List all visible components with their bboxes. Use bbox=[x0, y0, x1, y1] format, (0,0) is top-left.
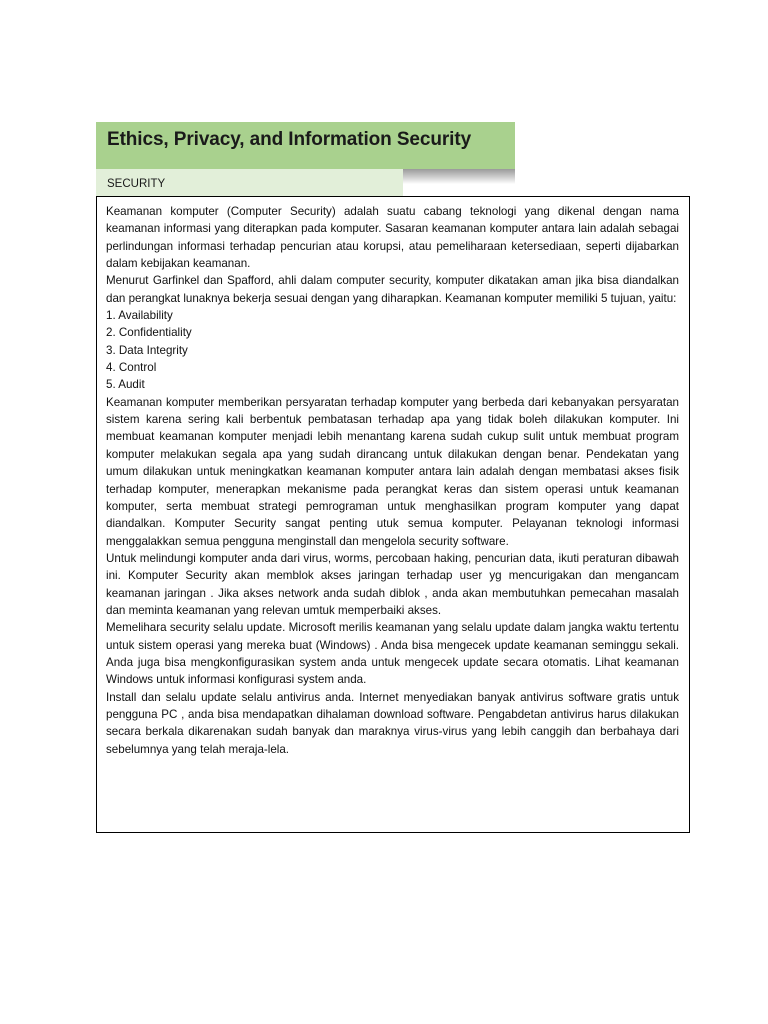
goal-list-item: 1. Availability bbox=[106, 309, 173, 323]
intro-paragraph: Keamanan komputer (Computer Security) adalah suatu cabang teknologi yang dikenal dengan nama keamanan informasi yang diterapkan pada komputer. Sasaran keamanan komputer antara lain adalah sebagai perlindungan informasi terhadap pencurian atau korupsi, atau pemeliharaan ketersediaan, seperti dijabarkan dalam kebijakan keamanan. bbox=[106, 205, 679, 271]
antivirus-paragraph: Install dan selalu update selalu antivirus anda. Internet menyediakan banyak antivirus software gratis untuk pengguna PC , anda bisa mendapatkan dihalaman download software. Pengabdetan antivirus harus dilakukan secara berkala dikarenakan sudah banyak dan maraknya virus-virus yang lebih canggih dan berbahaya dari sebelumnya yang telah meraja-lela. bbox=[106, 690, 679, 756]
section-label: SECURITY bbox=[107, 178, 166, 190]
update-paragraph: Memelihara security selalu update. Microsoft merilis keamanan yang selalu update dalam jangka waktu tertentu untuk sistem operasi yang mereka buat (Windows) . Anda bisa mengecek update keamanan seminggu sekali. Anda juga bisa mengkonfigurasikan system anda untuk mengecek update secara otomatis. Lihat keamanan Windows untuk informasi konfigurasi system anda. bbox=[106, 621, 679, 687]
content-box bbox=[96, 196, 690, 833]
protection-paragraph: Untuk melindungi komputer anda dari virus, worms, percobaan haking, pencurian data, ikuti peraturan dibawah ini. Komputer Security akan memblok akses jaringan terhadap user yg mencurigakan dan mengancam keamanan jaringan . Jika akses network anda sudah diblok , anda akan membutuhkan pemecahan masalah dan meminta keamanan yang relevan umtuk memperbaiki akses. bbox=[106, 551, 679, 617]
page-title: Ethics, Privacy, and Information Security bbox=[107, 129, 472, 150]
goal-list-item: 3. Data Integrity bbox=[106, 343, 188, 357]
section-label-tab bbox=[96, 169, 403, 196]
goal-list-item: 4. Control bbox=[106, 361, 157, 375]
definition-paragraph: Menurut Garfinkel dan Spafford, ahli dalam computer security, komputer dikatakan aman jika bisa diandalkan dan perangkat lunaknya bekerja sesuai dengan yang diharapkan. Keamanan komputer memiliki 5 tujuan, yaitu: bbox=[106, 274, 679, 305]
title-banner bbox=[96, 122, 515, 169]
requirements-paragraph: Keamanan komputer memberikan persyaratan terhadap komputer yang berbeda dari kebanyakan persyaratan sistem karena sering kali berbentuk pembatasan terhadap apa yang tidak boleh dilakukan komputer. Ini membuat keamanan komputer menjadi lebih menantang karena sudah cukup sulit untuk membuat program komputer melakukan segala apa yang sudah dirancang untuk dilakukan dengan benar. Pendekatan yang umum dilakukan untuk meningkatkan keamanan komputer antara lain adalah dengan membatasi akses fisik terhadap komputer, menerapkan mekanisme pada perangkat keras dan sistem operasi untuk keamanan komputer, serta membuat strategi pemrograman untuk menghasilkan program komputer yang dapat diandalkan. Komputer Security sangat penting utuk semua komputer. Pelayanan teknologi informasi menggalakkan semua pengguna menginstall dan mengelola security software. bbox=[106, 395, 679, 548]
goal-list-item: 2. Confidentiality bbox=[106, 326, 192, 340]
decorative-shadow bbox=[403, 169, 515, 184]
goal-list-item: 5. Audit bbox=[106, 378, 145, 392]
